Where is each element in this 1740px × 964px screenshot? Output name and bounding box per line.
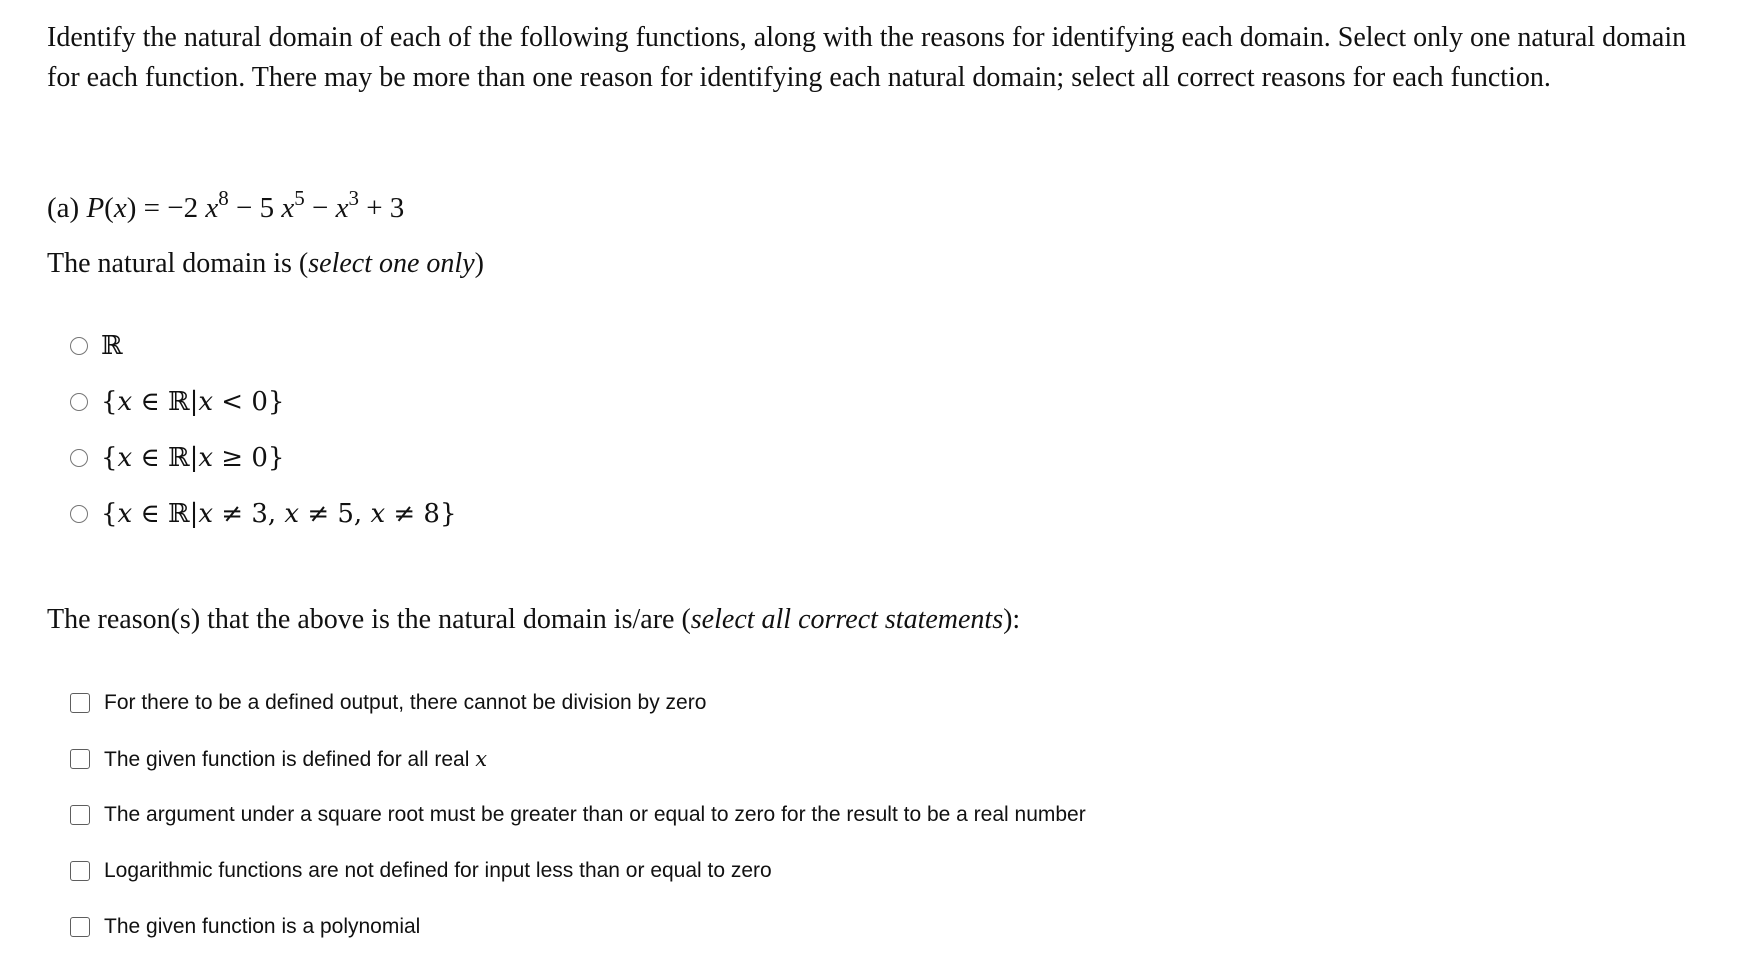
- checkbox[interactable]: [70, 805, 90, 825]
- domain-option-label: ℝ: [101, 331, 123, 361]
- term-2-coefficient: − 5: [235, 192, 275, 224]
- part-label: (a): [47, 192, 80, 224]
- term-3-coefficient: −: [311, 192, 329, 224]
- radio-button[interactable]: [70, 505, 88, 523]
- reason-option-1[interactable]: [70, 686, 706, 720]
- reason-option-3[interactable]: [70, 798, 1086, 832]
- checkbox[interactable]: [70, 749, 90, 769]
- domain-option-label: {𝑥 ∈ ℝ|𝑥 ≥ 0}: [101, 443, 285, 473]
- domain-option-3[interactable]: [70, 438, 284, 478]
- function-variable: x: [113, 192, 127, 224]
- reason-option-5[interactable]: [70, 910, 420, 944]
- reason-option-label: The given function is a polynomial: [104, 915, 421, 938]
- checkbox[interactable]: [70, 693, 90, 713]
- term-1-exponent: 8: [218, 186, 229, 210]
- domain-option-label: {𝑥 ∈ ℝ|𝑥 ≠ 3, 𝑥 ≠ 5, 𝑥 ≠ 8}: [101, 499, 457, 529]
- term-1-coefficient: = −2: [143, 192, 199, 224]
- domain-question-heading: The natural domain is (select one only): [47, 248, 484, 279]
- domain-option-label: {𝑥 ∈ ℝ|𝑥 < 0}: [101, 387, 285, 417]
- domain-option-1[interactable]: [70, 326, 123, 366]
- function-definition: (a) P(x) = −2 $x^8 - 5$ $x^5 - x^3 + 3$: [47, 186, 405, 224]
- checkbox[interactable]: [70, 917, 90, 937]
- constant-term: + 3: [366, 192, 405, 224]
- reason-option-label: The given function is defined for all real 𝑥: [104, 746, 488, 771]
- radio-button[interactable]: [70, 337, 88, 355]
- reason-option-label: For there to be a defined output, there cannot be division by zero: [104, 691, 707, 714]
- reason-option-label: Logarithmic functions are not defined for input less than or equal to zero: [104, 859, 772, 882]
- function-name: P: [86, 192, 105, 224]
- reason-option-4[interactable]: [70, 854, 772, 888]
- reason-question-emphasis: select all correct statements: [690, 604, 1004, 635]
- domain-option-2[interactable]: [70, 382, 284, 422]
- checkbox[interactable]: [70, 861, 90, 881]
- domain-option-4[interactable]: [70, 494, 457, 534]
- term-3-exponent: 3: [348, 186, 359, 210]
- reason-question-heading: The reason(s) that the above is the natural domain is/are (select all correct statements):: [47, 604, 1021, 635]
- math-variable: 𝑥: [475, 746, 488, 771]
- term-2-exponent: 5: [294, 186, 305, 210]
- reason-option-label: The argument under a square root must be greater than or equal to zero for the result to be a real number: [104, 803, 1086, 826]
- domain-question-emphasis: select one only: [308, 248, 475, 279]
- radio-button[interactable]: [70, 393, 88, 411]
- radio-button[interactable]: [70, 449, 88, 467]
- reason-option-2[interactable]: [70, 742, 487, 776]
- instructions-text: Identify the natural domain of each of the following functions, along with the reasons for identifying each domain. Select only one natural domain for each function. There may be more than one reason for identifying each natural domain; select all correct reasons for each function.: [47, 22, 1687, 93]
